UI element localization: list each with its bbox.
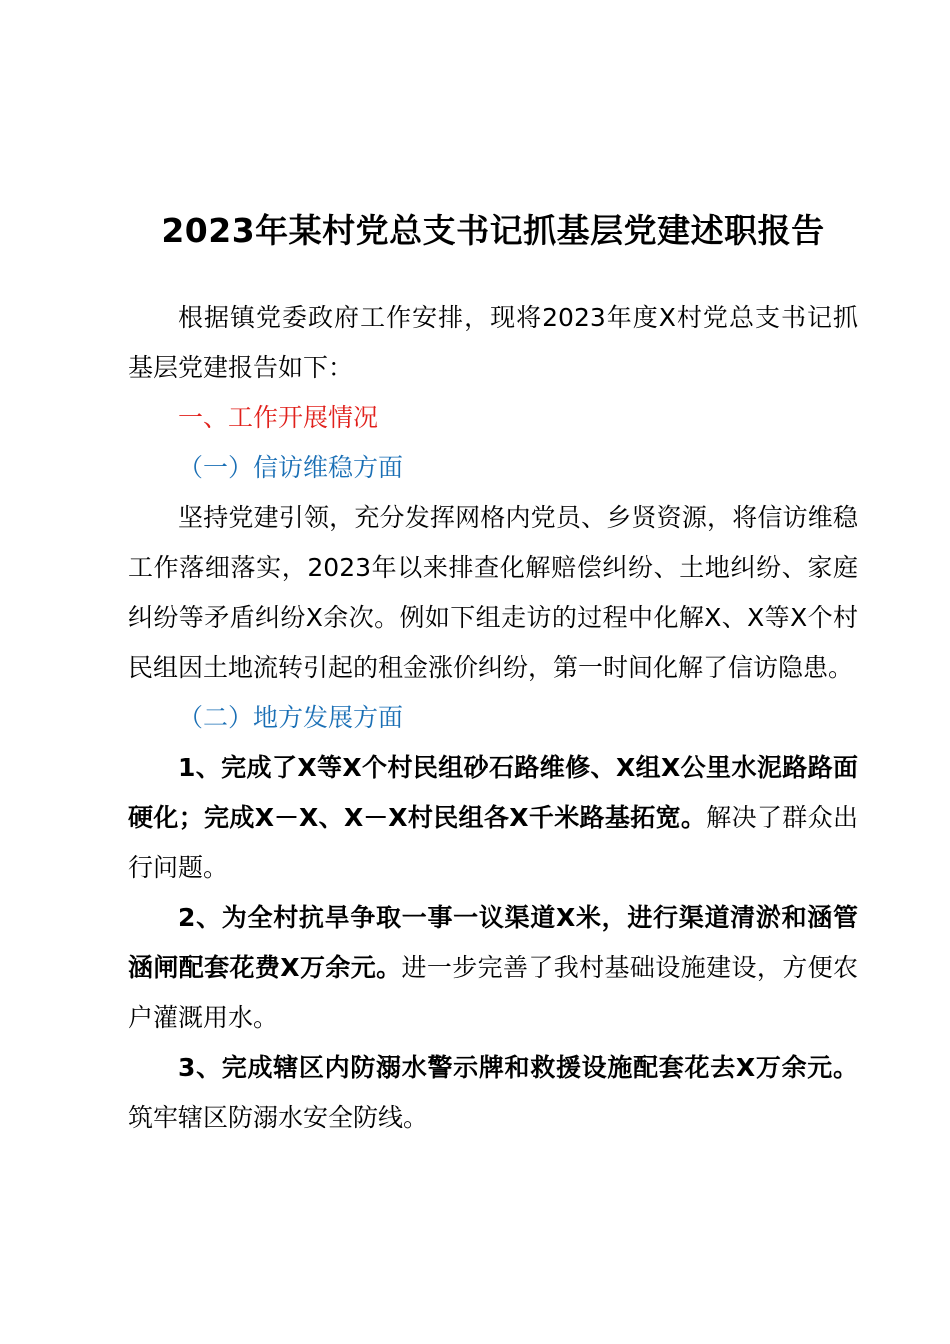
subsection-heading-petition: （一）信访维稳方面 <box>178 453 404 482</box>
development-item-3 <box>128 1043 858 1143</box>
document-page <box>128 205 858 1143</box>
intro-paragraph: 根据镇党委政府工作安排，现将2023年度X村党总支书记抓基层党建报告如下： <box>128 303 858 382</box>
development-item-1 <box>128 743 858 893</box>
development-item-2 <box>128 893 858 1043</box>
item-2-text: 进一步完善了我村基础设施建设，方便农户灌溉用水。 <box>128 953 858 1032</box>
document-title: 2023年某村党总支书记抓基层党建述职报告 <box>161 211 825 250</box>
item-3-bold-text: 3、完成辖区内防溺水警示牌和救援设施配套花去X万余元。 <box>178 1053 858 1082</box>
item-1-bold-text: 1、完成了X等X个村民组砂石路维修、X组X公里水泥路路面硬化；完成X－X、X－X村民组各X千米路基拓宽。 <box>128 753 858 832</box>
petition-paragraph: 坚持党建引领，充分发挥网格内党员、乡贤资源，将信访维稳工作落细落实，2023年以来排查化解赔偿纠纷、土地纠纷、家庭纠纷等矛盾纠纷X余次。例如下组走访的过程中化解X、X等X个村民组因土地流转引起的租金涨价纠纷，第一时间化解了信访隐患。 <box>128 503 858 682</box>
item-3-text: 筑牢辖区防溺水安全防线。 <box>128 1103 429 1132</box>
item-1-text: 解决了群众出行问题。 <box>128 803 858 882</box>
item-2-bold-text: 2、为全村抗旱争取一事一议渠道X米，进行渠道清淤和涵管涵闸配套花费X万余元。 <box>128 903 858 982</box>
subsection-heading-development: （二）地方发展方面 <box>178 703 404 732</box>
section-heading-work-status: 一、工作开展情况 <box>178 403 379 432</box>
